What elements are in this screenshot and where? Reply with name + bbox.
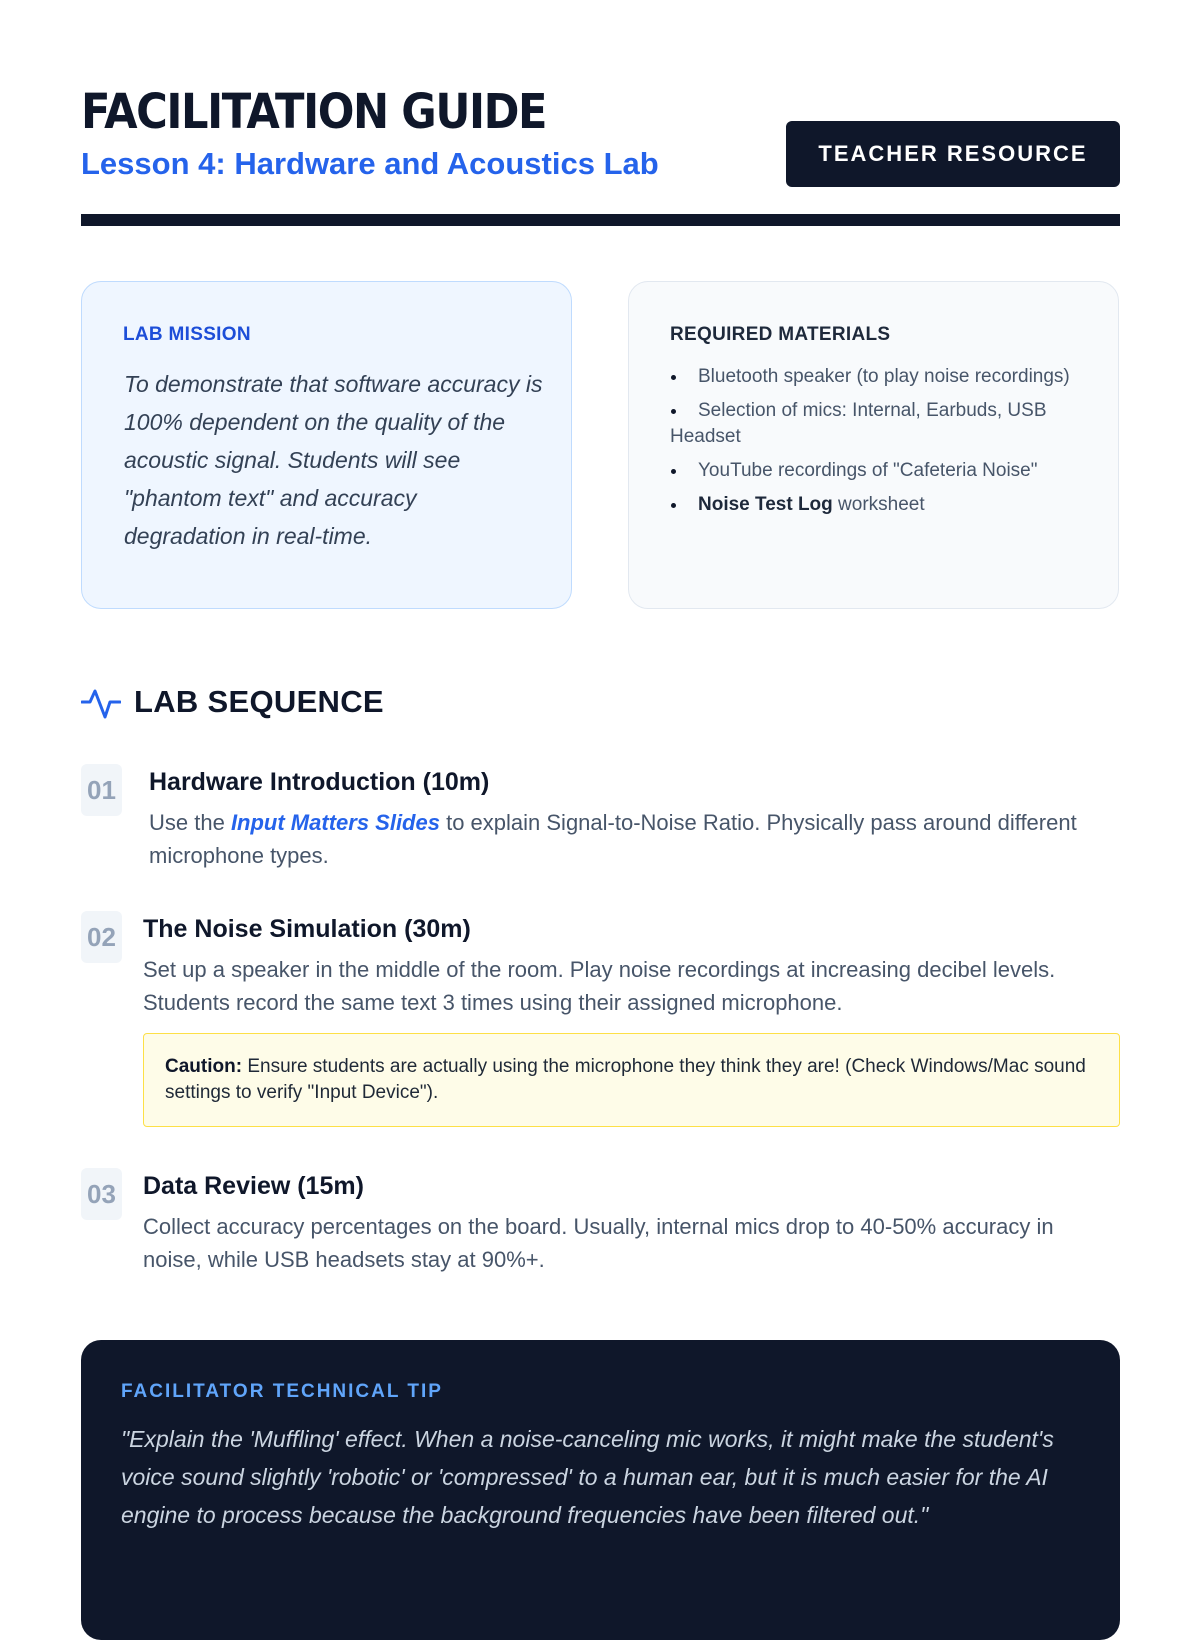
step-number-badge: 03 [81, 1168, 122, 1220]
caution-text: Ensure students are actually using the microphone they think they are! (Check Windows/Mac sound settings to verify "Input Device"). [165, 1056, 1086, 1103]
required-materials-card [628, 281, 1119, 609]
lab-mission-text: To demonstrate that software accuracy is 100% dependent on the quality of the acoustic signal. Students will see "phantom text" and accuracy degradation in real-time. [124, 371, 543, 549]
teacher-resource-badge: TEACHER RESOURCE [786, 121, 1120, 187]
step-title: Hardware Introduction (10m) [149, 768, 490, 796]
step-description-text: Use the [149, 810, 231, 835]
sequence-step-1 [81, 764, 1120, 874]
lesson-subtitle: Lesson 4: Hardware and Acoustics Lab [81, 146, 659, 181]
lab-mission-card [81, 281, 572, 609]
list-item: Bluetooth speaker (to play noise recordings) [670, 364, 1080, 390]
step-number-badge: 02 [81, 911, 122, 963]
sequence-step-2 [81, 911, 1120, 1131]
info-cards [81, 281, 1120, 611]
caution-callout [143, 1033, 1120, 1127]
document-title: FACILITATION GUIDE [81, 84, 547, 140]
activity-pulse-icon [81, 682, 121, 722]
step-description [149, 806, 1109, 872]
facilitator-tip-text: "Explain the 'Muffling' effect. When a noise-canceling mic works, it might make the student's voice sound slightly 'robotic' or 'compressed' to a human ear, but it is much easier for the AI engine to process because the background frequencies have been filtered out." [121, 1426, 1054, 1528]
list-item: YouTube recordings of "Cafeteria Noise" [670, 458, 1080, 484]
step-title: The Noise Simulation (30m) [143, 915, 471, 943]
step-description: Set up a speaker in the middle of the room. Play noise recordings at increasing decibel levels. Students record the same text 3 times using their assigned microphone. [143, 957, 1056, 1015]
sequence-step-3 [81, 1168, 1120, 1278]
input-matters-slides-link[interactable]: Input Matters Slides [230, 810, 440, 835]
lab-sequence-title: LAB SEQUENCE [134, 684, 384, 719]
step-description: Collect accuracy percentages on the board. Usually, internal mics drop to 40-50% accuracy in noise, while USB headsets stay at 90%+. [143, 1214, 1054, 1272]
header [81, 0, 1120, 228]
step-description-text: to explain Signal-to-Noise Ratio. Physically pass around different microphone types. [149, 810, 1077, 868]
list-item [670, 492, 1080, 518]
header-divider [81, 214, 1120, 226]
step-number-badge: 01 [81, 764, 122, 816]
lab-sequence-heading [81, 680, 384, 724]
lab-mission-label: LAB MISSION [123, 324, 251, 345]
noise-test-log-label: Noise Test Log [698, 494, 833, 515]
facilitator-tip-panel [81, 1340, 1120, 1640]
caution-label: Caution: [165, 1056, 243, 1077]
step-title: Data Review (15m) [143, 1172, 364, 1200]
list-item: Selection of mics: Internal, Earbuds, USB Headset [670, 398, 1080, 450]
worksheet-text: worksheet [832, 494, 925, 515]
page [81, 0, 1120, 1528]
required-materials-label: REQUIRED MATERIALS [670, 324, 891, 345]
materials-list [670, 364, 1080, 526]
facilitator-tip-label: FACILITATOR TECHNICAL TIP [121, 1381, 443, 1402]
